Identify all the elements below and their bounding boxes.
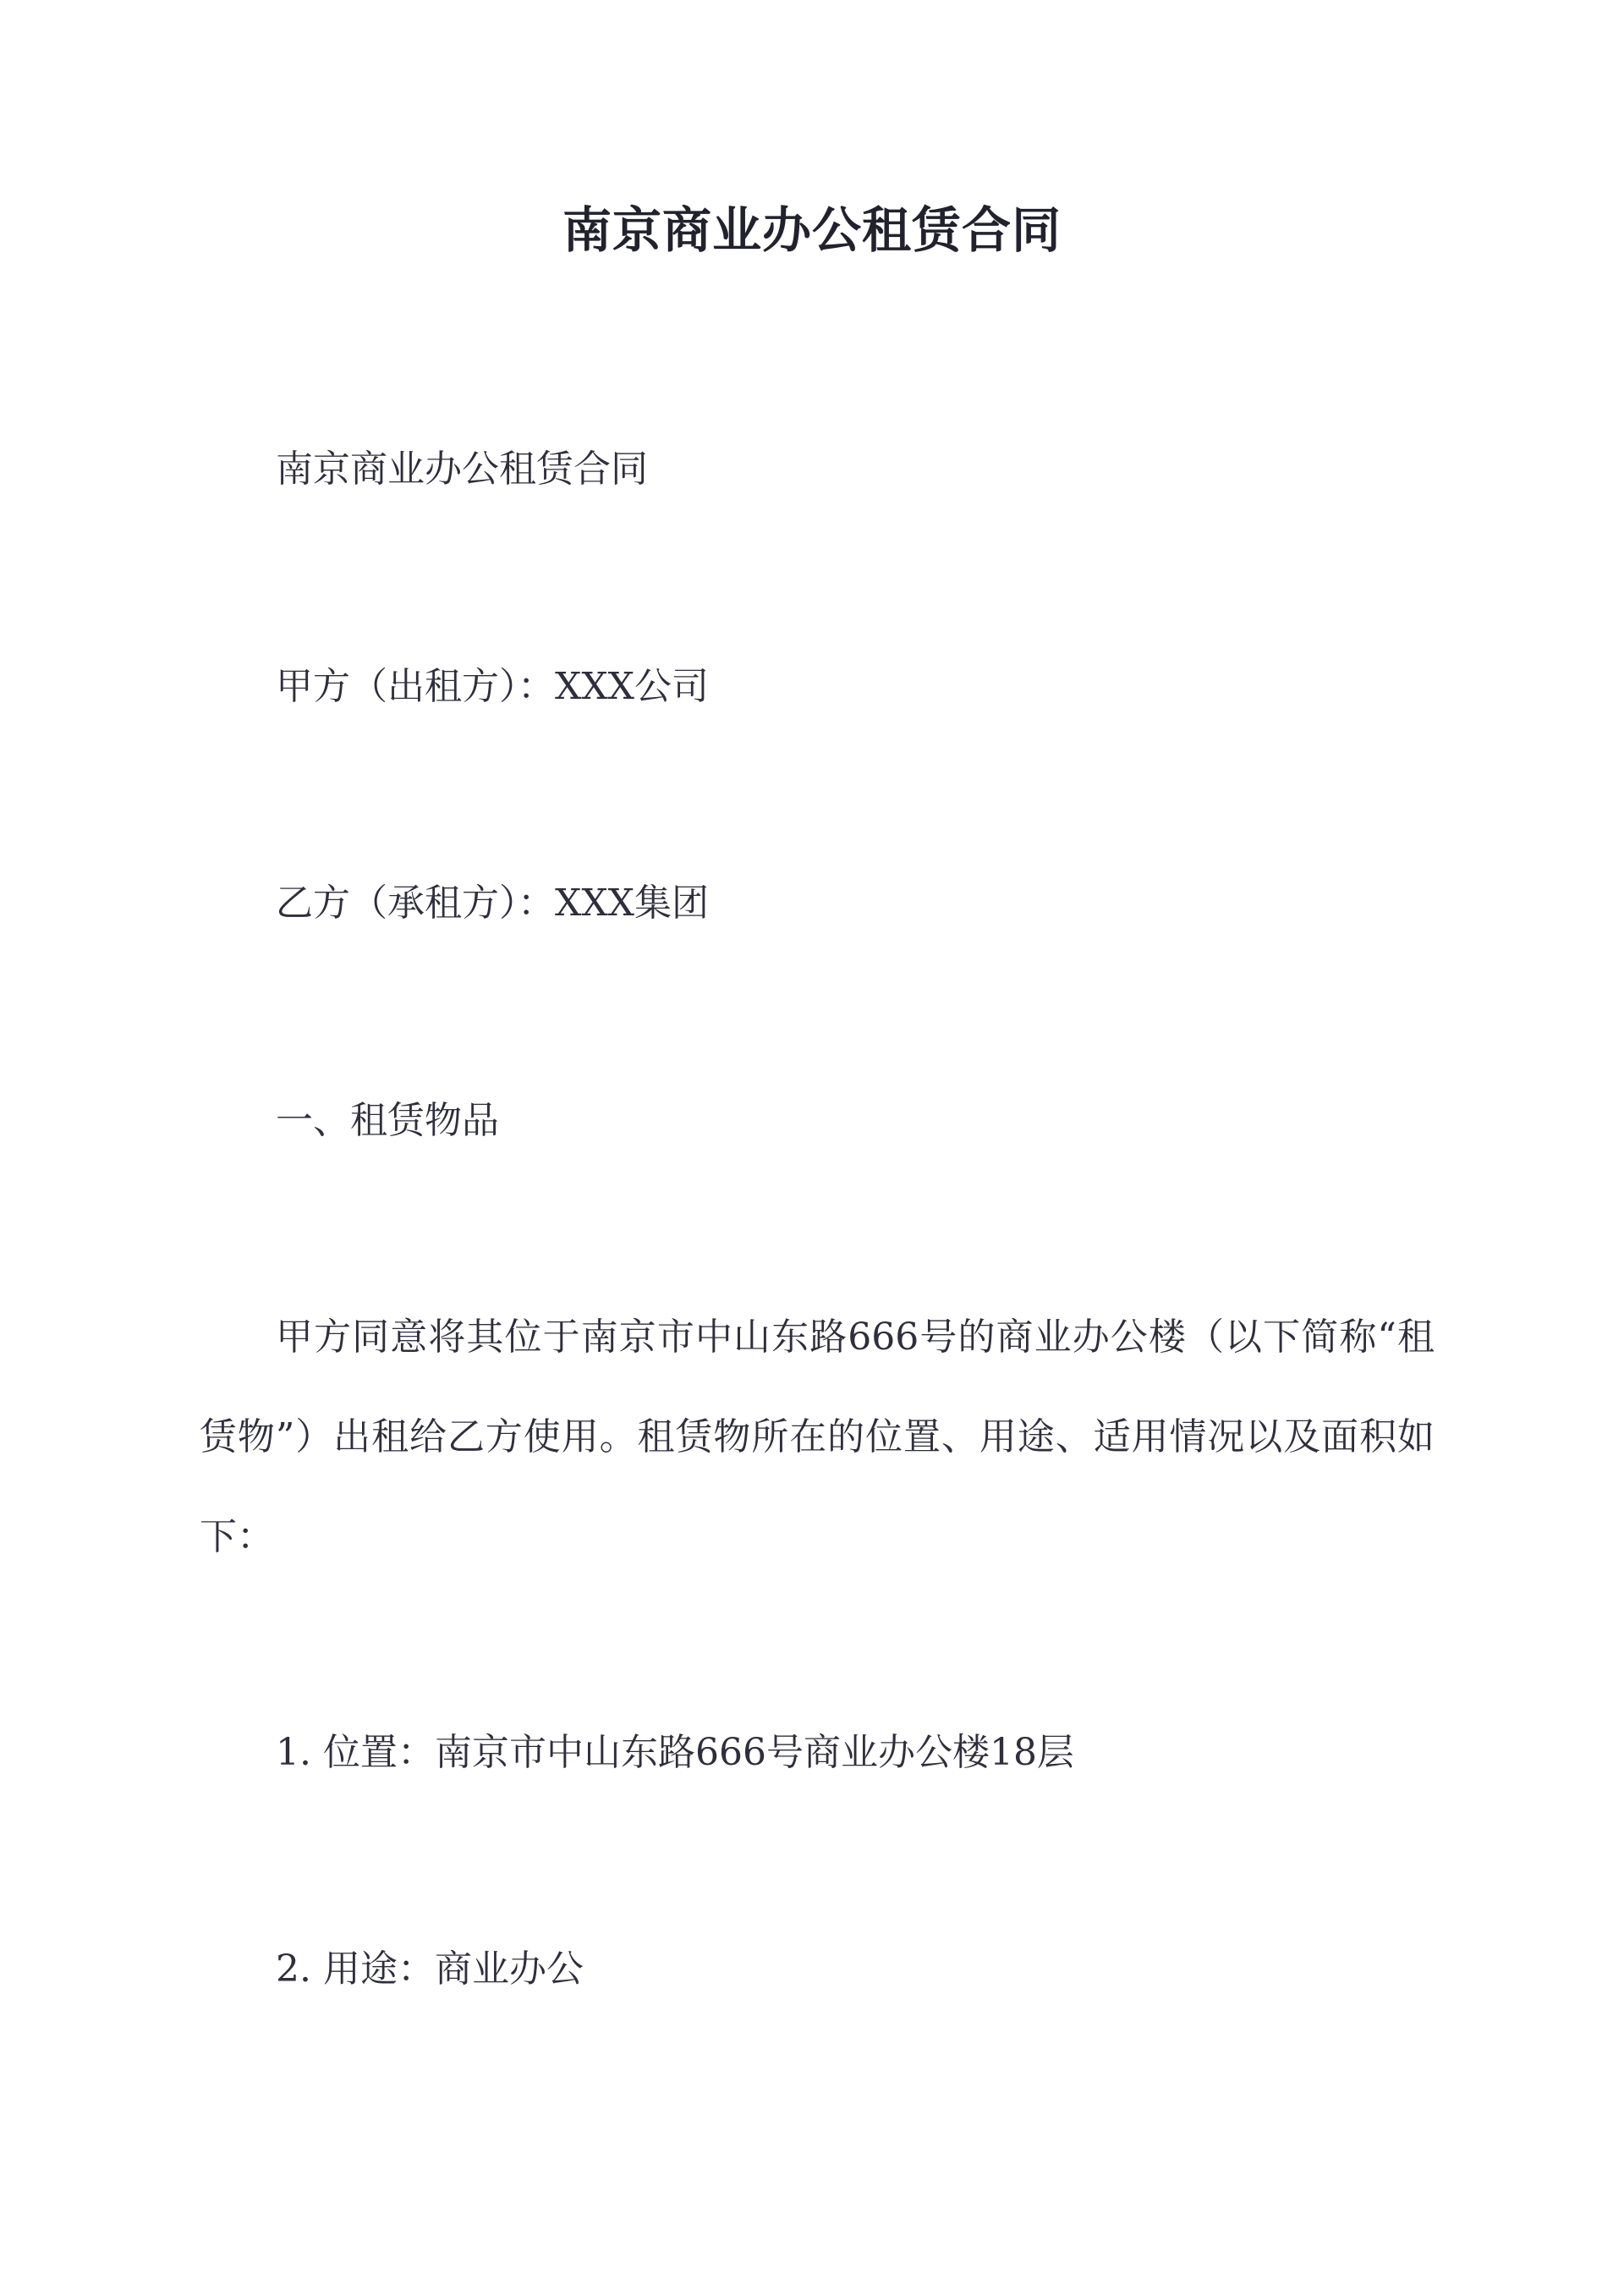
document-title: 南京商业办公租赁合同 [562, 201, 1062, 259]
document-subtitle: 南京商业办公租赁合同 [276, 448, 648, 491]
party-a-line: 甲方（出租方）：XXX公司 [276, 665, 709, 708]
list-item: 1. 位置：南京市中山东路666号商业办公楼18层 [276, 1731, 1074, 1774]
party-b-line: 乙方（承租方）：XXX集团 [276, 882, 709, 925]
list-item: 2. 用途：商业办公 [276, 1947, 584, 1991]
section-paragraph: 甲方同意将其位于南京市中山东路666号的商业办公楼（以下简称“租赁物”）出租给乙方使用。租赁物所在的位置、用途、适用情况以及面积如下： [200, 1316, 1435, 1558]
section-heading: 一、租赁物品 [276, 1099, 499, 1142]
